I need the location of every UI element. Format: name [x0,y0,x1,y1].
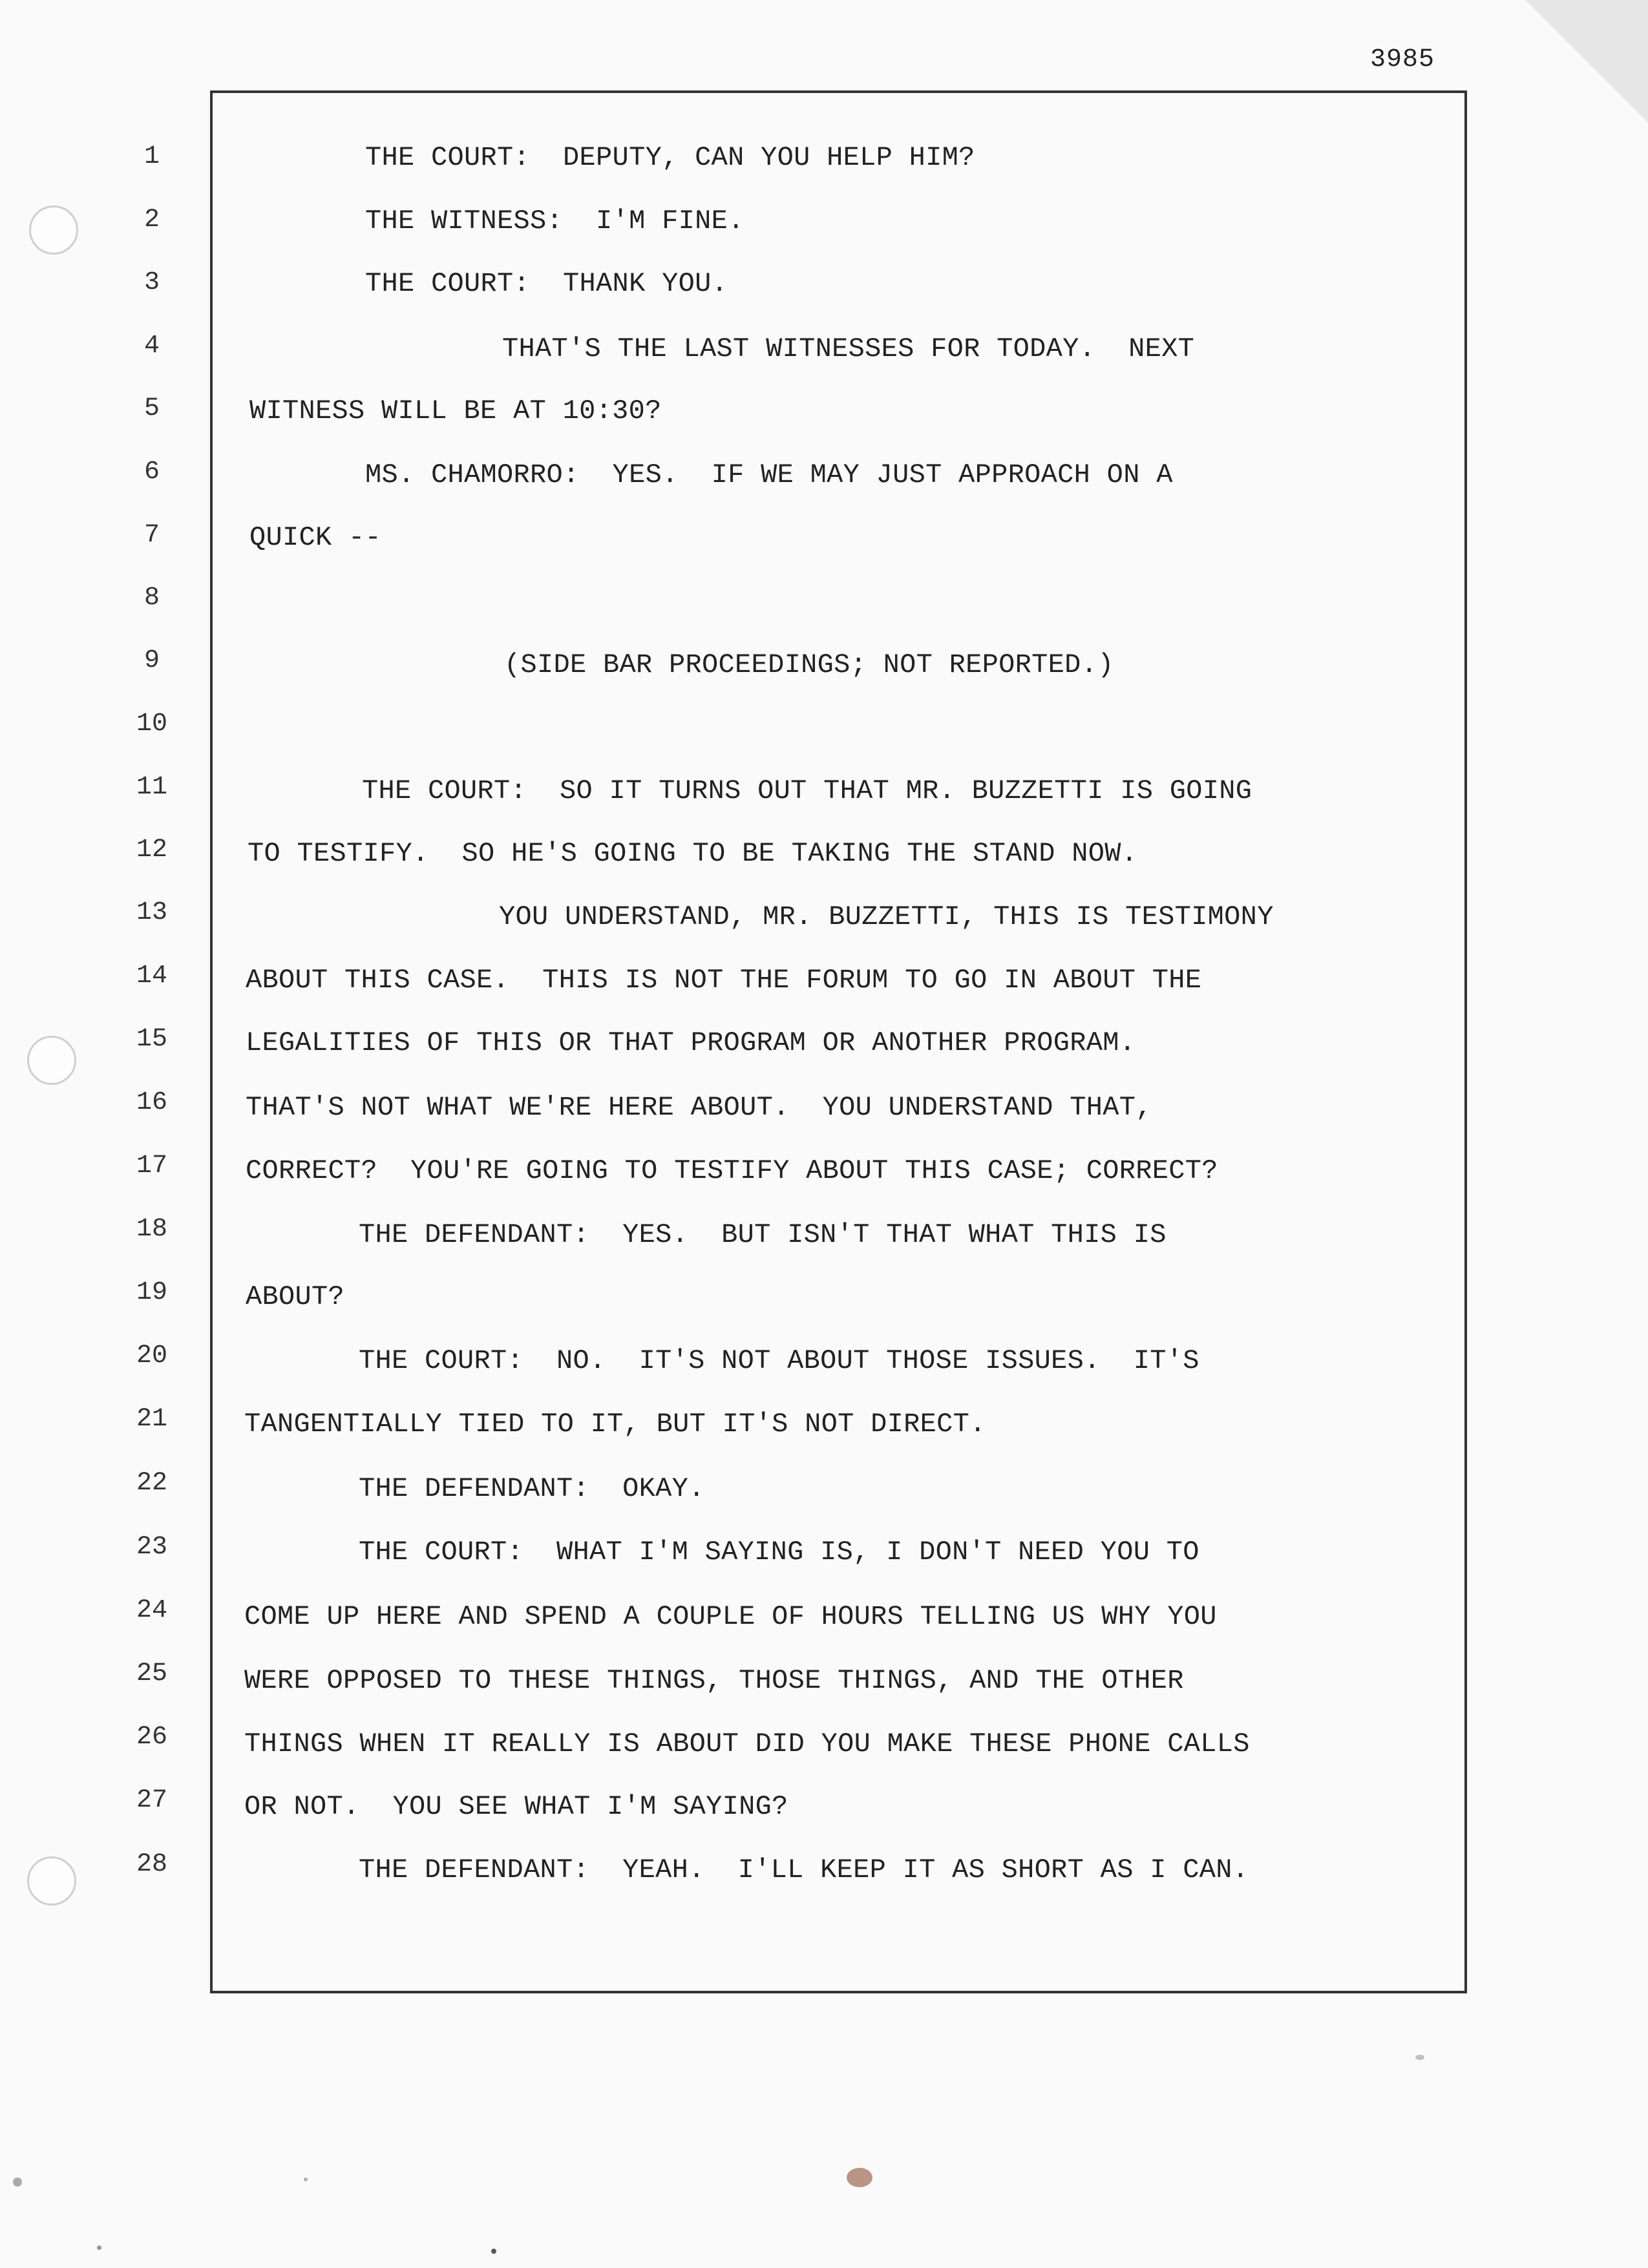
punch-hole-top [29,205,78,255]
line-number: 27 [136,1786,167,1815]
transcript-line: WERE OPPOSED TO THESE THINGS, THOSE THINGS, AND THE OTHER [244,1665,1184,1696]
folded-corner [1525,0,1648,123]
transcript-line: ABOUT? [246,1281,345,1312]
line-number: 11 [136,773,167,802]
transcript-line: THE COURT: NO. IT'S NOT ABOUT THOSE ISSUES. IT'S [359,1345,1199,1376]
transcript-line: YOU UNDERSTAND, MR. BUZZETTI, THIS IS TESTIMONY [499,901,1274,932]
line-number: 17 [136,1151,167,1181]
line-number: 3 [143,268,160,297]
line-number: 25 [136,1659,167,1688]
transcript-line: TO TESTIFY. SO HE'S GOING TO BE TAKING THE STAND NOW. [248,838,1138,869]
line-number: 16 [136,1088,167,1117]
line-number: 9 [143,646,160,675]
line-number: 10 [136,709,167,739]
punch-hole-bottom [27,1856,76,1906]
transcript-line: THINGS WHEN IT REALLY IS ABOUT DID YOU MAKE THESE PHONE CALLS [244,1728,1250,1759]
line-number: 4 [143,331,160,361]
transcript-line: ABOUT THIS CASE. THIS IS NOT THE FORUM TO GO IN ABOUT THE [246,965,1202,996]
transcript-line: THE DEFENDANT: OKAY. [359,1473,705,1504]
paper-speck [304,2178,308,2181]
transcript-line: THE COURT: THANK YOU. [365,268,728,299]
line-number: 19 [136,1278,167,1307]
transcript-line: WITNESS WILL BE AT 10:30? [249,395,662,426]
line-number: 5 [143,394,160,423]
transcript-line: THAT'S THE LAST WITNESSES FOR TODAY. NEXT [502,333,1195,364]
line-number: 6 [143,457,160,487]
line-number: 15 [136,1025,167,1054]
transcript-line: QUICK -- [249,522,382,553]
punch-hole-middle [27,1036,76,1085]
line-number: 12 [136,835,167,865]
transcript-line: OR NOT. YOU SEE WHAT I'M SAYING? [244,1791,788,1822]
transcript-line: THE COURT: WHAT I'M SAYING IS, I DON'T NEED YOU TO [359,1537,1199,1568]
transcript-line: THE COURT: SO IT TURNS OUT THAT MR. BUZZETTI IS GOING [362,775,1252,806]
line-number: 7 [143,521,160,550]
line-number: 20 [136,1341,167,1370]
paper-speck [1415,2055,1424,2060]
line-number: 14 [136,961,167,991]
transcript-line: LEGALITIES OF THIS OR THAT PROGRAM OR ANOTHER PROGRAM. [246,1027,1136,1058]
paper-speck [97,2245,101,2250]
line-number: 24 [136,1596,167,1625]
transcript-line: (SIDE BAR PROCEEDINGS; NOT REPORTED.) [504,649,1114,680]
line-number: 13 [136,898,167,927]
transcript-line: TANGENTIALLY TIED TO IT, BUT IT'S NOT DIRECT. [244,1409,986,1440]
line-number: 26 [136,1723,167,1752]
line-number: 22 [136,1469,167,1498]
line-number: 23 [136,1533,167,1562]
line-number: 18 [136,1215,167,1244]
transcript-line: CORRECT? YOU'RE GOING TO TESTIFY ABOUT THIS CASE; CORRECT? [246,1155,1218,1186]
transcript-line: THE DEFENDANT: YEAH. I'LL KEEP IT AS SHORT AS I CAN. [359,1854,1249,1885]
transcript-line: THE WITNESS: I'M FINE. [365,205,745,236]
line-number: 8 [143,583,160,613]
paper-speck [847,2168,872,2187]
paper-speck [491,2249,496,2254]
transcript-line: THE DEFENDANT: YES. BUT ISN'T THAT WHAT THIS IS [359,1219,1167,1250]
paper-speck [13,2178,22,2187]
transcript-line: MS. CHAMORRO: YES. IF WE MAY JUST APPROACH ON A [365,459,1173,490]
line-number: 1 [143,142,160,171]
transcript-line: THE COURT: DEPUTY, CAN YOU HELP HIM? [365,142,975,173]
transcript-line: COME UP HERE AND SPEND A COUPLE OF HOURS TELLING US WHY YOU [244,1601,1217,1632]
line-number: 21 [136,1405,167,1434]
page-number: 3985 [1369,45,1435,74]
line-number: 28 [136,1850,167,1879]
transcript-line: THAT'S NOT WHAT WE'RE HERE ABOUT. YOU UNDERSTAND THAT, [246,1092,1152,1123]
line-number: 2 [143,205,160,235]
